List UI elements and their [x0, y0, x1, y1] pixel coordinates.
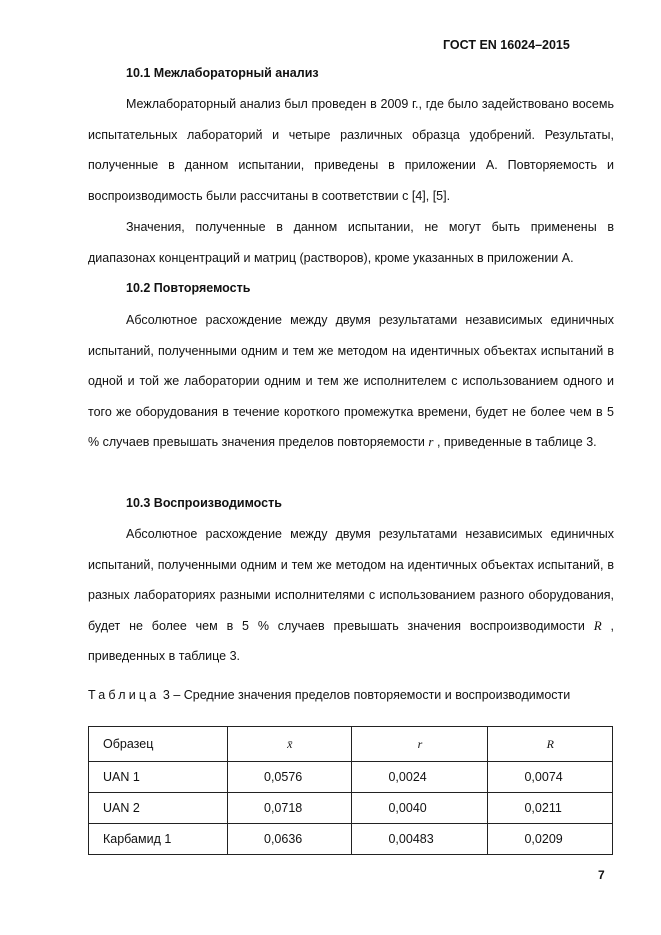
table-caption: Таблица 3 – Средние значения пределов повторяемости и воспроизводимости	[88, 688, 571, 702]
cell-mean: 0,0576	[228, 762, 352, 793]
section-10-3-title: 10.3 Воспроизводимость	[126, 496, 282, 510]
document-header: ГОСТ EN 16024–2015	[443, 38, 570, 52]
table-row	[89, 793, 613, 824]
header-mean: x̄	[228, 727, 352, 762]
section-10-2-paragraph: Абсолютное расхождение между двумя результатами независимых единичных испытаний, полученными одним и тем же методом на идентичных объектах испытаний в одной и той же лаборатории одним и тем же исполнителем с использованием одного и того же оборудования в течение короткого промежутка времени, будет не более чем в 5 % случаев превышать значения пределов повторяемости r , приведенные в таблице 3.	[88, 313, 614, 449]
cell-r: 0,00483	[352, 824, 488, 855]
table-caption-label: Таблица	[88, 688, 160, 702]
section-10-2-title: 10.2 Повторяемость	[126, 281, 251, 295]
section-10-1-paragraph-1: Межлабораторный анализ был проведен в 2009 г., где было задействовано восемь испытательных лабораторий и четыре различных образца удобрений. Результаты, полученные в данном испытании, приведены в приложении А. Повторяемость и воспроизводимость были рассчитаны в соответствии с [4], [5].	[88, 97, 614, 203]
cell-mean: 0,0718	[228, 793, 352, 824]
table-row	[89, 824, 613, 855]
header-sample: Образец	[89, 727, 228, 762]
cell-sample: UAN 1	[89, 762, 228, 793]
cell-r: 0,0040	[352, 793, 488, 824]
table-row	[89, 762, 613, 793]
section-10-1-paragraph-2: Значения, полученные в данном испытании, не могут быть применены в диапазонах концентраций и матриц (растворов), кроме указанных в приложении А.	[88, 220, 614, 265]
cell-R: 0,0209	[488, 824, 613, 855]
cell-sample: Карбамид 1	[89, 824, 228, 855]
table-header-row	[89, 727, 613, 762]
cell-r: 0,0024	[352, 762, 488, 793]
reproducibility-symbol: R	[593, 617, 602, 633]
limits-table	[88, 726, 613, 855]
section-10-1-title: 10.1 Межлабораторный анализ	[126, 66, 319, 80]
cell-R: 0,0074	[488, 762, 613, 793]
cell-mean: 0,0636	[228, 824, 352, 855]
header-r: r	[352, 727, 488, 762]
repeatability-symbol: r	[428, 434, 434, 449]
cell-R: 0,0211	[488, 793, 613, 824]
header-R: R	[488, 727, 613, 762]
page-number: 7	[598, 868, 605, 882]
section-10-3-paragraph: Абсолютное расхождение между двумя результатами независимых единичных испытаний, полученными одним и тем же методом на идентичных объектах испытаний, в разных лабораториях разными исполнителями с использованием разного оборудования, будет не более чем в 5 % случаев превышать значения воспроизводимости R , приведенных в таблице 3.	[88, 527, 614, 663]
cell-sample: UAN 2	[89, 793, 228, 824]
